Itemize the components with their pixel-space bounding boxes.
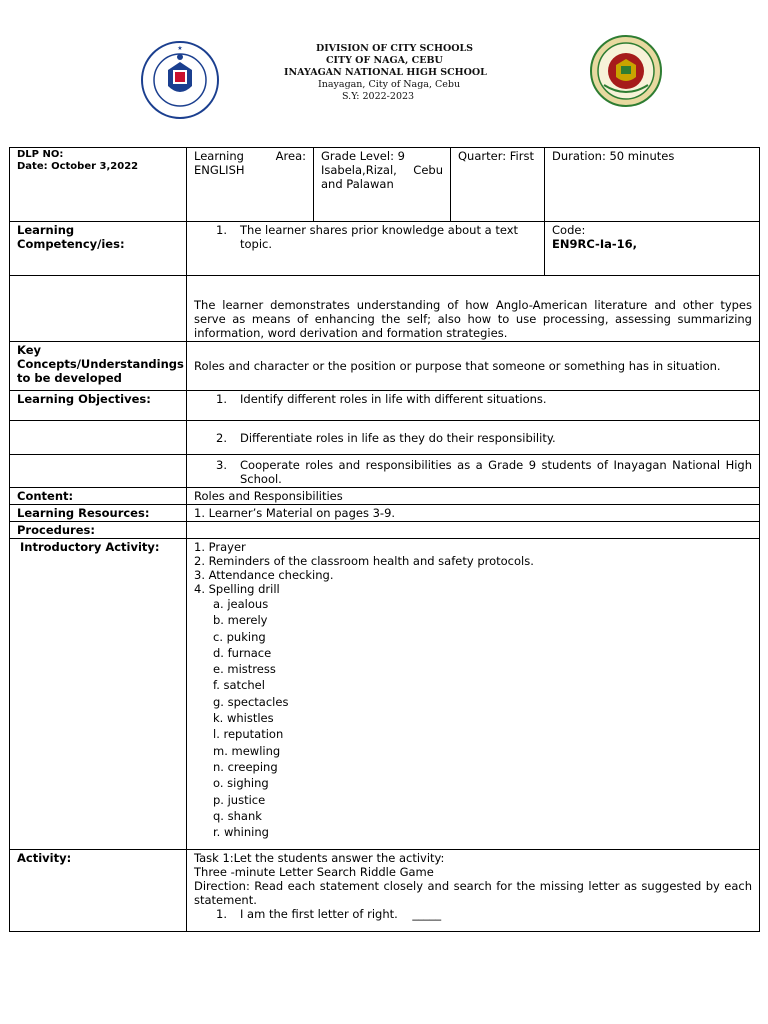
spelling-word: a. jealous bbox=[213, 597, 269, 611]
spelling-word: g. spectacles bbox=[213, 694, 289, 709]
resources-text: 1. Learner’s Material on pages 3-9. bbox=[187, 505, 760, 522]
activity-cell bbox=[187, 850, 760, 932]
learning-area-value: ENGLISH bbox=[194, 163, 245, 177]
content-text: Roles and Responsibilities bbox=[187, 488, 760, 505]
spelling-word: q. shank bbox=[213, 808, 262, 823]
introductory-label: Introductory Activity: bbox=[10, 539, 187, 850]
competency-row bbox=[10, 222, 760, 276]
competency-text: The learner shares prior knowledge about a text topic. bbox=[240, 223, 519, 251]
quarter: Quarter: First bbox=[458, 149, 534, 163]
resources-row bbox=[10, 505, 760, 522]
dlp-info-cell bbox=[10, 148, 187, 222]
school-name: INAYAGAN NATIONAL HIGH SCHOOL bbox=[284, 67, 487, 78]
objective-text: Differentiate roles in life as they do their responsibility. bbox=[240, 430, 556, 445]
activity-task: Task 1:Let the students answer the activity: bbox=[194, 851, 445, 865]
spelling-word: l. reputation bbox=[213, 727, 284, 742]
objective-number: 3. bbox=[216, 458, 227, 472]
intro-step: 3. Attendance checking. bbox=[194, 568, 334, 582]
objective-spacer-3 bbox=[10, 455, 187, 488]
school-address: Inayagan, City of Naga, Cebu bbox=[318, 79, 461, 90]
learning-area-label-2: Area: bbox=[275, 149, 306, 163]
quarter-cell bbox=[451, 148, 545, 222]
activity-game: Three -minute Letter Search Riddle Game bbox=[194, 865, 434, 879]
key-concepts-row bbox=[10, 342, 760, 391]
objective-cell-3 bbox=[187, 455, 760, 488]
content-standard: The learner demonstrates understanding of how Anglo-American literature and other types serve as means of enhancing the self; also how to use processing, assessing summarizing information, word derivation and formation strategies. bbox=[187, 276, 760, 342]
objectives-label: Learning Objectives: bbox=[10, 391, 187, 421]
activity-item-number: 1. bbox=[216, 907, 227, 921]
spelling-word: k. whistles bbox=[213, 711, 274, 726]
competency-number: 1. bbox=[216, 223, 227, 237]
grade-sections-c: and Palawan bbox=[321, 177, 394, 191]
objective-row-1 bbox=[10, 391, 760, 421]
intro-step: 1. Prayer bbox=[194, 540, 246, 554]
lesson-date: Date: October 3,2022 bbox=[17, 161, 139, 172]
objective-cell-2 bbox=[187, 421, 760, 455]
duration: Duration: 50 minutes bbox=[552, 149, 675, 163]
answer-blank: _____ bbox=[412, 907, 442, 921]
learning-area-label: Learning bbox=[194, 149, 244, 163]
school-heading bbox=[250, 43, 540, 103]
spelling-word: p. justice bbox=[213, 792, 266, 807]
spelling-word: f. satchel bbox=[213, 678, 265, 693]
spelling-word: d. furnace bbox=[213, 645, 272, 660]
grade-level-cell bbox=[314, 148, 451, 222]
grade-sections-b: Cebu bbox=[413, 163, 443, 177]
svg-text:★: ★ bbox=[177, 45, 183, 52]
resources-label: Learning Resources: bbox=[10, 505, 187, 522]
competency-cell bbox=[187, 222, 545, 276]
introductory-cell bbox=[187, 539, 760, 850]
city-line: CITY OF NAGA, CEBU bbox=[326, 55, 443, 66]
school-year: S.Y: 2022-2023 bbox=[342, 91, 415, 102]
grade-sections-a: Isabela,Rizal, bbox=[321, 163, 397, 177]
objective-number: 1. bbox=[216, 392, 227, 406]
code-value: EN9RC-Ia-16, bbox=[552, 237, 637, 251]
activity-row bbox=[10, 850, 760, 932]
content-row bbox=[10, 488, 760, 505]
dlp-no: DLP NO: bbox=[17, 149, 64, 160]
intro-step: 4. Spelling drill bbox=[194, 582, 280, 596]
competency-label: Learning Competency/ies: bbox=[10, 222, 187, 276]
spelling-word-list bbox=[194, 596, 752, 840]
objective-row-2 bbox=[10, 421, 760, 455]
objective-spacer-2 bbox=[10, 421, 187, 455]
header-row bbox=[10, 148, 760, 222]
objective-number: 2. bbox=[216, 430, 227, 445]
content-label: Content: bbox=[10, 488, 187, 505]
division-line: DIVISION OF CITY SCHOOLS bbox=[316, 43, 474, 54]
duration-cell bbox=[545, 148, 760, 222]
introductory-row bbox=[10, 539, 760, 850]
procedures-label: Procedures: bbox=[10, 522, 187, 539]
spelling-word: c. puking bbox=[213, 629, 266, 644]
grade-level: Grade Level: 9 bbox=[321, 149, 405, 163]
objective-text: Identify different roles in life with different situations. bbox=[240, 392, 547, 406]
activity-direction: Direction: Read each statement closely and search for the missing letter as suggested by each statement. bbox=[194, 879, 752, 907]
standard-row bbox=[10, 276, 760, 342]
activity-item-text: I am the first letter of right. bbox=[240, 907, 398, 921]
document-header bbox=[0, 0, 768, 130]
spelling-word: r. whining bbox=[213, 825, 269, 840]
spelling-word: b. merely bbox=[213, 613, 268, 628]
lesson-plan-table bbox=[9, 147, 760, 932]
school-seal-icon bbox=[590, 35, 662, 107]
objective-cell-1 bbox=[187, 391, 760, 421]
key-concepts-label: Key Concepts/Understandings to be developed bbox=[10, 342, 187, 391]
activity-label: Activity: bbox=[10, 850, 187, 932]
standard-label-cell bbox=[10, 276, 187, 342]
procedures-cell bbox=[187, 522, 760, 539]
spelling-word: o. sighing bbox=[213, 776, 269, 791]
procedures-row bbox=[10, 522, 760, 539]
deped-seal-icon bbox=[140, 40, 220, 120]
spelling-word: n. creeping bbox=[213, 759, 278, 774]
code-label: Code: bbox=[552, 223, 586, 237]
objective-text: Cooperate roles and responsibilities as a Grade 9 students of Inayagan National High School. bbox=[240, 458, 752, 486]
intro-step: 2. Reminders of the classroom health and safety protocols. bbox=[194, 554, 534, 568]
spelling-word: m. mewling bbox=[213, 743, 281, 758]
key-concepts-text: Roles and character or the position or purpose that someone or something has in situation. bbox=[187, 342, 760, 391]
learning-area-cell bbox=[187, 148, 314, 222]
code-cell bbox=[545, 222, 760, 276]
spelling-word: e. mistress bbox=[213, 662, 276, 677]
objective-row-3 bbox=[10, 455, 760, 488]
